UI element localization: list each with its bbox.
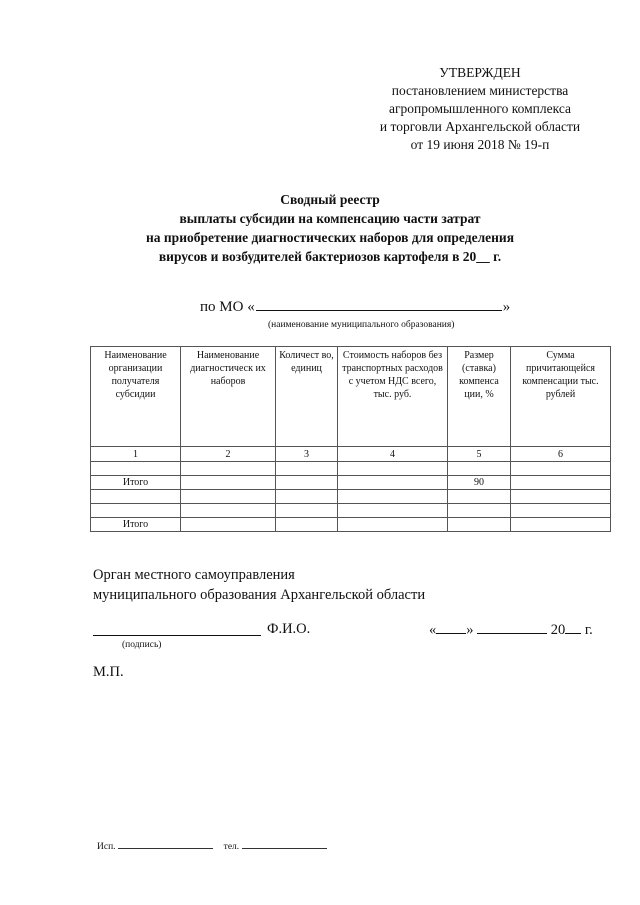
header-cell: Размер (ставка) компенса ции, % [448,347,511,447]
table-header-row [91,347,611,447]
table-cell [448,504,511,518]
mo-prefix: по МО « [200,299,255,315]
approval-line: и торговли Архангельской области [379,119,581,134]
table-cell [276,504,338,518]
table-cell [511,504,611,518]
date-month-blank [477,621,547,634]
registry-table [90,346,611,532]
title-line: выплаты субсидии на компенсацию части затрат [179,211,481,226]
title-line: Сводный реестр [280,192,380,207]
table-cell [91,462,181,476]
table-row [91,504,611,518]
table-cell [338,504,448,518]
number-cell: 2 [181,447,276,462]
phone-blank [242,840,327,849]
document-title [40,190,620,266]
table-cell [91,490,181,504]
footer [97,840,327,852]
table-cell [276,518,338,532]
header-cell: Стоимость наборов без транспортных расходов с учетом НДС всего, тыс. руб. [338,347,448,447]
organ-block [93,565,425,605]
table-cell: Итого [91,518,181,532]
approval-line: от 19 июня 2018 № 19-п [410,137,550,152]
mo-caption: (наименование муниципального образования) [268,320,455,330]
table-cell [276,490,338,504]
table-cell [91,504,181,518]
table-row [91,476,611,490]
date-close-quote: » [466,622,474,638]
table-cell [511,476,611,490]
table-cell [181,462,276,476]
table-cell [448,462,511,476]
table-row [91,490,611,504]
date-open-quote: « [429,622,437,638]
date-day-blank [436,621,466,634]
table-cell [338,490,448,504]
number-cell: 6 [511,447,611,462]
header-cell: Наименование диагностическ их наборов [181,347,276,447]
table-cell [276,462,338,476]
table-cell: 90 [448,476,511,490]
number-cell: 5 [448,447,511,462]
title-line: на приобретение диагностических наборов для определения [146,230,514,245]
date-suffix: г. [584,622,593,638]
header-cell: Сумма причитающейся компенсации тыс. рублей [511,347,611,447]
table-cell [338,462,448,476]
table-cell [511,462,611,476]
approval-line: постановлением министерства [391,83,569,98]
organ-line: муниципального образования Архангельской области [93,587,426,603]
number-cell: 3 [276,447,338,462]
fio-label: Ф.И.О. [267,621,311,637]
table-cell [338,518,448,532]
executor-blank [118,840,213,849]
date-year-blank [565,621,581,634]
executor-label: Исп. [97,842,116,852]
table-row [91,462,611,476]
header-cell: Количест во, единиц [276,347,338,447]
header-cell: Наименование организации получателя субсидии [91,347,181,447]
table-cell [181,518,276,532]
date-field [429,621,593,639]
mo-suffix: » [502,299,511,315]
signature-caption: (подпись) [122,640,162,650]
table-row [91,518,611,532]
title-line: вирусов и возбудителей бактериозов картофеля в 20__ г. [158,249,502,264]
table-cell [338,476,448,490]
signature-line [93,621,623,641]
mo-field [200,298,510,316]
organ-line: Орган местного самоуправления [93,567,295,583]
table-cell [448,518,511,532]
approval-block [330,64,630,154]
stamp-place: М.П. [93,664,124,680]
table-cell [276,476,338,490]
number-cell: 1 [91,447,181,462]
phone-label: тел. [223,842,240,852]
table-cell [511,518,611,532]
table-cell [448,490,511,504]
number-cell: 4 [338,447,448,462]
date-year-prefix: 20 [550,622,566,638]
table-cell: Итого [91,476,181,490]
table-cell [181,504,276,518]
approval-line: УТВЕРЖДЕН [439,65,521,80]
table-number-row [91,447,611,462]
signature-blank [93,635,261,636]
table-cell [511,490,611,504]
approval-line: агропромышленного комплекса [389,101,571,116]
table-cell [181,490,276,504]
table-cell [181,476,276,490]
mo-blank [256,298,502,311]
